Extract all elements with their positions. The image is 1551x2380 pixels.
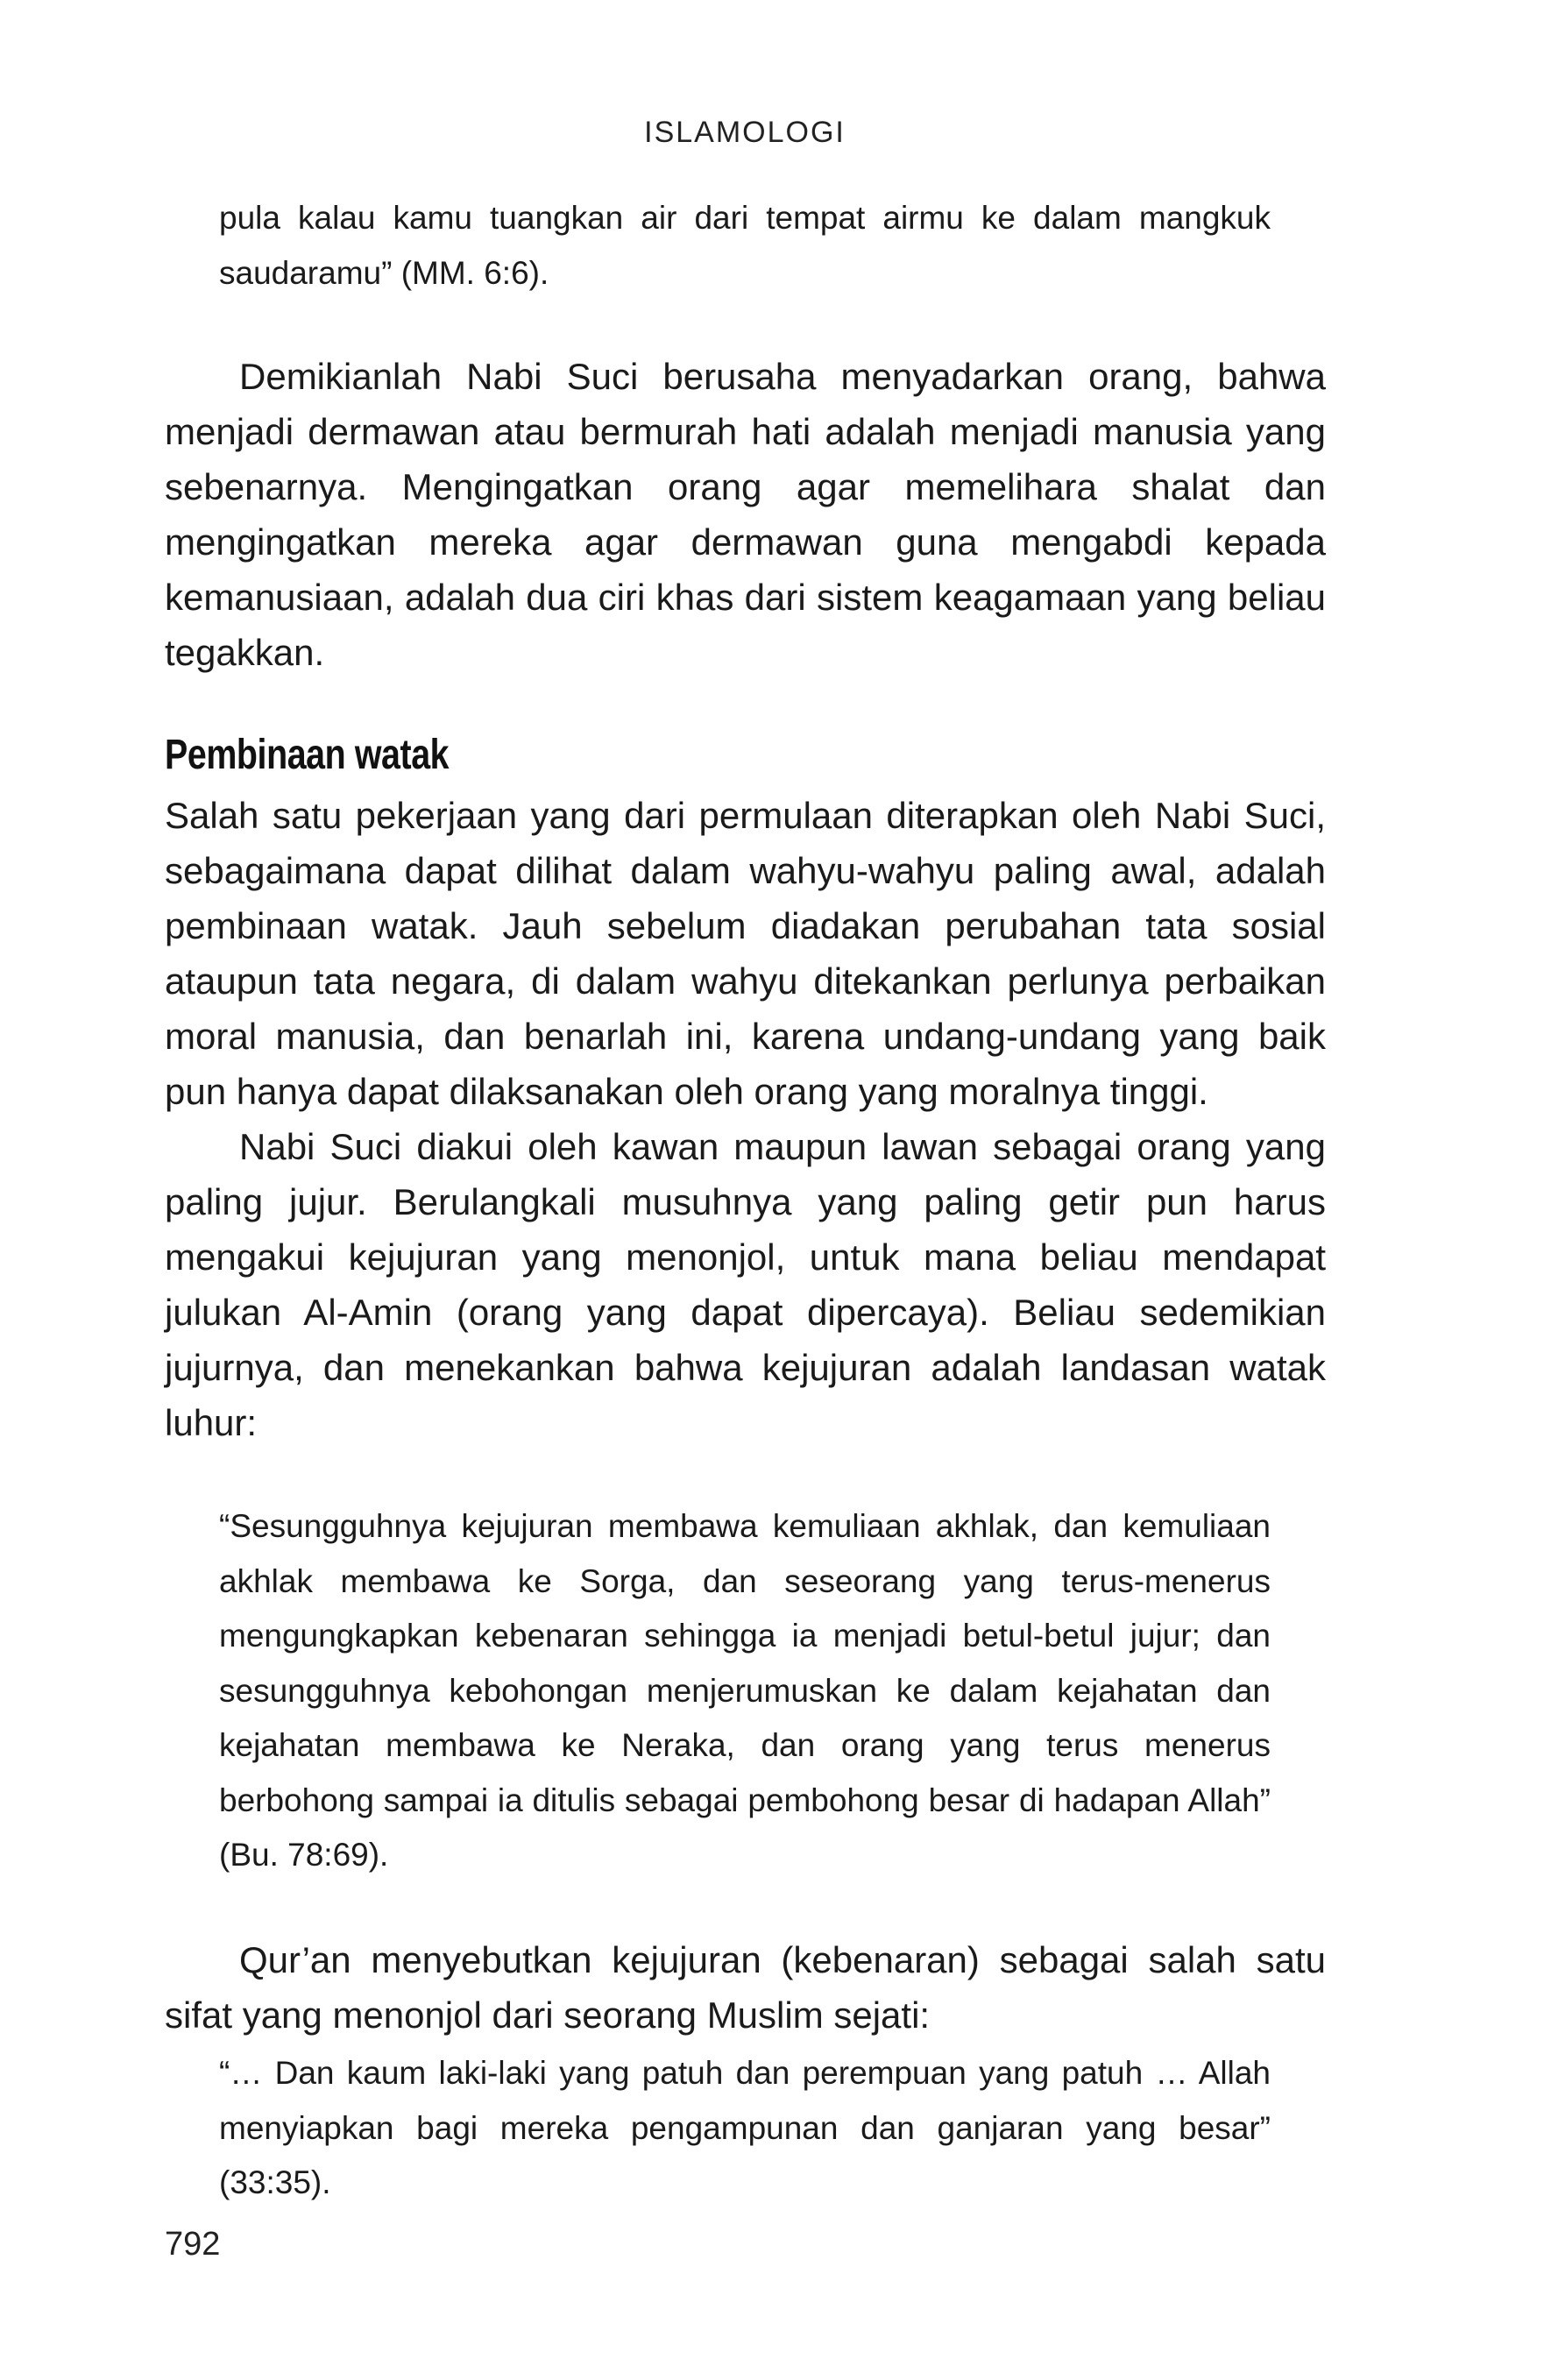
- paragraph-generosity: [165, 349, 1326, 680]
- section-heading: Pembinaan watak: [165, 732, 450, 778]
- quote-text: pula kalau kamu tuangkan air dari tempat airmu ke dalam mangkuk saudaramu” (MM. 6:6).: [219, 200, 1271, 291]
- paragraph-character-building: [165, 788, 1326, 1450]
- continued-quote: [219, 191, 1271, 301]
- quote-text: “Sesungguhnya kejujuran membawa kemuliaan akhlak, dan kemuliaan akhlak membawa ke Sorga, dan seseorang yang terus-menerus mengungkapkan kebenaran sehingga ia menjadi betul-betul jujur; dan sesungguhnya kebohongan menjerumuskan ke dalam kejahatan dan kejahatan membawa ke Neraka, dan orang yang terus menerus berbohong sampai ia ditulis sebagai pembohong besar di hadapan Allah” (Bu. 78:69).: [219, 1508, 1271, 1873]
- hadith-quote: [219, 1499, 1271, 1883]
- paragraph-text: Demikianlah Nabi Suci berusaha menyadarkan orang, bahwa menjadi dermawan atau bermurah hati adalah menjadi manusia yang sebenarnya. Mengingatkan orang agar memelihara shalat dan mengingatkan mereka agar dermawan guna mengabdi kepada kemanusiaan, adalah dua ciri khas dari sistem keagamaan yang beliau tegakkan.: [165, 356, 1326, 673]
- running-header: ISLAMOLOGI: [644, 116, 846, 149]
- paragraph-text: Salah satu pekerjaan yang dari permulaan diterapkan oleh Nabi Suci, sebagaimana dapat dilihat dalam wahyu-wahyu paling awal, adalah pembinaan watak. Jauh sebelum diadakan perubahan tata sosial ataupun tata negara, di dalam wahyu ditekankan perlunya perbaikan moral manusia, dan benarlah ini, karena undang-undang yang baik pun hanya dapat dilaksanakan oleh orang yang moralnya tinggi.: [165, 795, 1326, 1112]
- paragraph-quran-truthfulness: [165, 1932, 1326, 2043]
- page-number: 792: [165, 2226, 221, 2263]
- paragraph-text: Nabi Suci diakui oleh kawan maupun lawan sebagai orang yang paling jujur. Berulangkali musuhnya yang paling getir pun harus mengakui kejujuran yang menonjol, untuk mana beliau mendapat julukan Al-Amin (orang yang dapat dipercaya). Beliau sedemikian jujurnya, dan menekankan bahwa kejujuran adalah landasan watak luhur:: [165, 1126, 1326, 1443]
- paragraph-text: Qur’an menyebutkan kejujuran (kebenaran) sebagai salah satu sifat yang menonjol dari seorang Muslim sejati:: [165, 1939, 1326, 2036]
- quote-text: “… Dan kaum laki-laki yang patuh dan perempuan yang patuh … Allah menyiapkan bagi mereka pengampunan dan ganjaran yang besar” (33:35).: [219, 2055, 1271, 2200]
- quran-quote: [219, 2046, 1271, 2211]
